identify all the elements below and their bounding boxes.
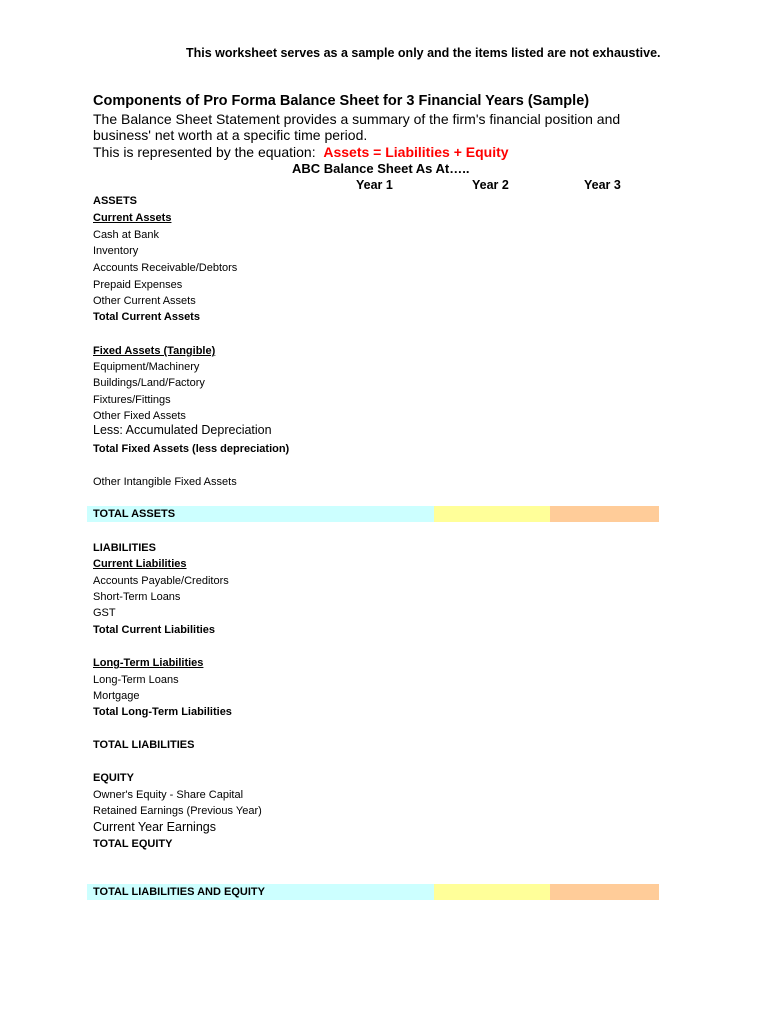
total-current-liabilities: Total Current Liabilities <box>93 624 216 636</box>
fixed-asset-item: Buildings/Land/Factory <box>93 377 205 389</box>
liabilities-heading: LIABILITIES <box>93 542 156 554</box>
long-term-item: Mortgage <box>93 690 140 702</box>
assets-heading: ASSETS <box>93 195 138 207</box>
year-2-header: Year 2 <box>472 178 509 192</box>
total-assets-year2-cell <box>434 506 550 522</box>
total-assets-year3-cell <box>550 506 659 522</box>
document-title: Components of Pro Forma Balance Sheet for 3 Financial Years (Sample) <box>93 93 590 109</box>
total-equity: TOTAL EQUITY <box>93 838 173 850</box>
asset-item: Accounts Receivable/Debtors <box>93 262 238 274</box>
total-assets-label: TOTAL ASSETS <box>87 506 434 522</box>
asset-item: Other Current Assets <box>93 295 196 307</box>
sheet-title: ABC Balance Sheet As At….. <box>292 161 470 176</box>
description-line-1: The Balance Sheet Statement provides a summary of the firm's financial position and <box>93 111 621 127</box>
asset-item: Prepaid Expenses <box>93 279 183 291</box>
total-current-assets: Total Current Assets <box>93 311 200 323</box>
equation-label: This is represented by the equation: <box>93 144 316 160</box>
disclaimer-note: This worksheet serves as a sample only and the items listed are not exhaustive. <box>186 46 661 60</box>
total-liabilities-equity-year2-cell <box>434 884 550 900</box>
liability-item: Short-Term Loans <box>93 591 181 603</box>
total-liabilities: TOTAL LIABILITIES <box>93 739 195 751</box>
fixed-assets-heading: Fixed Assets (Tangible) <box>93 345 216 357</box>
less-depreciation: Less: Accumulated Depreciation <box>93 423 272 437</box>
asset-item: Cash at Bank <box>93 229 160 241</box>
fixed-asset-item: Equipment/Machinery <box>93 361 200 373</box>
year-1-header: Year 1 <box>356 178 393 192</box>
current-liabilities-heading: Current Liabilities <box>93 558 187 570</box>
long-term-item: Long-Term Loans <box>93 674 179 686</box>
year-3-header: Year 3 <box>584 178 621 192</box>
current-assets-heading: Current Assets <box>93 212 172 224</box>
total-long-term-liabilities: Total Long-Term Liabilities <box>93 706 232 718</box>
equity-item: Retained Earnings (Previous Year) <box>93 805 262 817</box>
fixed-asset-item: Fixtures/Fittings <box>93 394 171 406</box>
total-liabilities-equity-label: TOTAL LIABILITIES AND EQUITY <box>87 884 434 900</box>
equation: Assets = Liabilities + Equity <box>323 144 509 160</box>
liability-item: GST <box>93 607 116 619</box>
total-liabilities-equity-row <box>87 884 659 900</box>
asset-item: Inventory <box>93 245 139 257</box>
total-assets-row <box>87 506 659 522</box>
total-liabilities-equity-year3-cell <box>550 884 659 900</box>
long-term-liabilities-heading: Long-Term Liabilities <box>93 657 204 669</box>
equity-item: Owner's Equity - Share Capital <box>93 789 244 801</box>
equity-heading: EQUITY <box>93 772 134 784</box>
total-fixed-assets: Total Fixed Assets (less depreciation) <box>93 443 290 455</box>
equation-line <box>93 144 509 160</box>
liability-item: Accounts Payable/Creditors <box>93 575 229 587</box>
fixed-asset-item: Other Fixed Assets <box>93 410 186 422</box>
current-year-earnings: Current Year Earnings <box>93 820 216 834</box>
intangible-assets: Other Intangible Fixed Assets <box>93 476 237 488</box>
description-line-2: business' net worth at a specific time period. <box>93 127 368 143</box>
